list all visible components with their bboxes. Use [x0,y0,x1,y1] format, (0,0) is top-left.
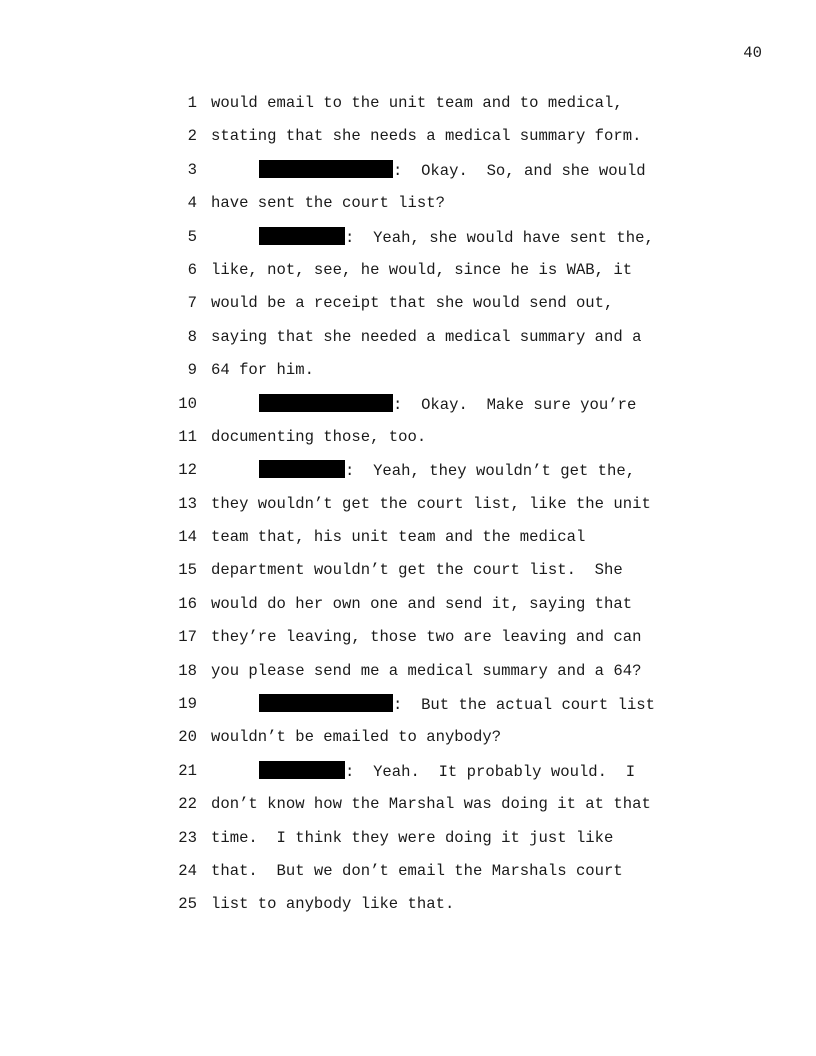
line-number: 25 [178,895,197,914]
speaker-line [259,761,635,782]
redacted-speaker-name [259,761,345,779]
line-text-content: : Yeah, she would have sent the, [345,228,654,247]
line-text [211,93,623,113]
transcript-line [0,560,816,593]
page-number: 40 [743,44,762,62]
line-number: 15 [178,561,197,580]
line-text-content: : Yeah, they wouldn’t get the, [345,462,636,481]
transcript-line [0,661,816,694]
transcript-line [0,594,816,627]
line-text-content: documenting those, too. [211,427,427,446]
line-text-content: : But the actual court list [393,696,656,715]
line-number: 12 [178,461,197,480]
transcript-line [0,360,816,393]
line-number: 11 [178,427,197,446]
line-text [211,260,632,280]
line-text-content: department wouldn’t get the court list. She [211,561,623,580]
line-text [211,193,445,213]
transcript-line [0,627,816,660]
speaker-line [259,694,655,715]
line-text-content: team that, his unit team and the medical [211,528,586,547]
line-number: 13 [178,494,197,513]
transcript-line [0,727,816,760]
line-number: 1 [187,94,197,112]
line-text-content: would do her own one and send it, saying that [211,594,633,613]
line-number: 3 [187,160,197,179]
line-number: 4 [187,194,197,213]
transcript-line [0,193,816,226]
line-number: 7 [187,294,197,313]
line-number: 9 [187,361,197,380]
redacted-speaker-name [259,227,345,245]
transcript-line [0,260,816,293]
transcript-line [0,527,816,560]
line-text [211,861,623,881]
speaker-line [259,460,635,481]
line-text [211,427,426,447]
line-number: 21 [178,761,197,780]
line-text-content: that. But we don’t email the Marshals court [211,861,623,880]
line-text-content: wouldn’t be emailed to anybody? [211,728,502,747]
transcript-line [0,894,816,927]
line-number: 24 [178,861,197,880]
transcript-line [0,794,816,827]
line-number: 22 [178,795,197,814]
line-text [211,627,641,647]
line-text-content: like, not, see, he would, since he is WAB, it [211,260,633,279]
line-text [211,828,613,848]
line-number: 19 [178,695,197,714]
line-text [211,527,585,547]
line-number: 5 [187,227,197,246]
line-text [211,594,632,614]
line-number: 17 [178,628,197,647]
speaker-line [259,227,654,248]
transcript-line [0,126,816,159]
line-text [211,661,641,681]
redacted-speaker-name [259,394,393,412]
redacted-speaker-name [259,460,345,478]
transcript-lines [0,93,816,928]
line-text-content: time. I think they were doing it just like [211,828,614,847]
line-text-content: : Okay. So, and she would [393,161,646,180]
line-text-content: list to anybody like that. [211,895,455,914]
redacted-speaker-name [259,694,393,712]
transcript-line [0,327,816,360]
line-text-content: would email to the unit team and to medical, [211,94,623,112]
line-number: 10 [178,394,197,413]
line-number: 2 [187,127,197,146]
line-text-content: : Yeah. It probably would. I [345,762,636,781]
line-text [211,360,314,380]
speaker-line [259,160,646,181]
line-number: 6 [187,260,197,279]
line-text-content: have sent the court list? [211,194,445,213]
line-text [211,894,454,914]
line-text-content: you please send me a medical summary and a 64? [211,661,642,680]
line-text-content: would be a receipt that she would send out, [211,294,614,313]
transcript-line [0,427,816,460]
transcript-line [0,394,816,427]
transcript-line [0,761,816,794]
speaker-line [259,394,636,415]
line-text-content: they wouldn’t get the court list, like the unit [211,494,651,513]
transcript-line [0,293,816,326]
transcript-line [0,861,816,894]
transcript-line [0,494,816,527]
line-text-content: saying that she needed a medical summary and a [211,327,642,346]
transcript-line [0,227,816,260]
line-text [211,293,613,313]
transcript-line [0,694,816,727]
line-text-content: don’t know how the Marshal was doing it at that [211,795,651,814]
line-text [211,126,641,146]
line-text [211,327,641,347]
line-number: 14 [178,528,197,547]
transcript-line [0,160,816,193]
redacted-speaker-name [259,160,393,178]
line-number: 8 [187,327,197,346]
line-text [211,727,501,747]
transcript-line [0,460,816,493]
line-text [211,560,623,580]
line-text-content: 64 for him. [211,361,314,380]
line-text-content: : Okay. Make sure you’re [393,395,637,414]
line-text-content: they’re leaving, those two are leaving and can [211,628,642,647]
transcript-line [0,828,816,861]
transcript-line [0,93,816,126]
line-number: 23 [178,828,197,847]
line-number: 18 [178,661,197,680]
line-text-content: stating that she needs a medical summary form. [211,127,642,146]
line-text [211,494,651,514]
line-text [211,794,651,814]
line-number: 20 [178,728,197,747]
line-number: 16 [178,594,197,613]
